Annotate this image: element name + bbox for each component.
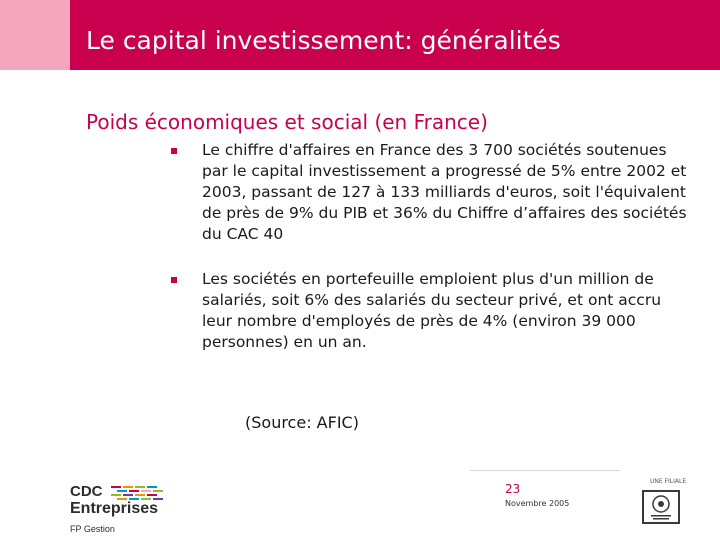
bullet-text: Les sociétés en portefeuille emploient plus d'un million de salariés, soit 6% des salariés du secteur privé, et ont accru leur nombre d'employés de près de 4% (environ 39 000 personnes) en un an.: [202, 270, 662, 351]
bullet-item: [168, 140, 688, 245]
bullet-square-icon: [171, 148, 177, 154]
logo-subname: Entreprises: [70, 500, 159, 517]
bullet-item: [168, 269, 688, 353]
slide-title: Le capital investissement: généralités: [86, 26, 561, 55]
footer-divider: [470, 470, 620, 471]
caisse-emblem-icon: [644, 492, 678, 522]
bullet-text: Le chiffre d'affaires en France des 3 700 sociétés soutenues par le capital investissement a progressé de 5% entre 2002 et 2003, passant de 127 à 133 milliards d'euros, soit l'équivalent de près de 9% du PIB et 36% du Chiffre d’affaires des sociétés du CAC 40: [202, 141, 687, 243]
bullet-square-icon: [171, 277, 177, 283]
header-accent-block: [0, 0, 70, 70]
source-citation: (Source: AFIC): [245, 413, 359, 432]
logo-name: CDC: [70, 483, 103, 500]
footer-date: Novembre 2005: [505, 499, 570, 508]
page-number: 23: [505, 482, 521, 496]
caisse-des-depots-logo-icon: [642, 490, 680, 524]
bullet-list: [168, 140, 688, 377]
logo-color-stripes-icon: [111, 485, 165, 501]
logo-division: FP Gestion: [70, 524, 115, 534]
section-subtitle: Poids économiques et social (en France): [86, 110, 488, 134]
filiale-label: UNE FILIALE: [650, 478, 687, 485]
